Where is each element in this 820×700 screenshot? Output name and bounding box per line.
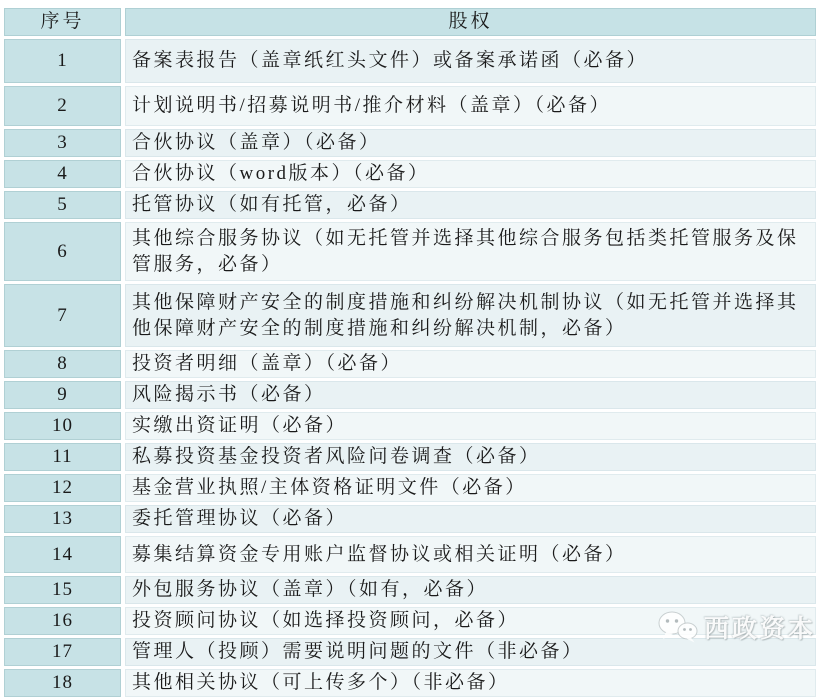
row-index: 9	[4, 381, 121, 409]
table-row	[4, 412, 816, 440]
row-index: 17	[4, 638, 121, 666]
row-document-name: 合伙协议（盖章）（必备）	[125, 129, 816, 157]
row-index: 14	[4, 536, 121, 573]
table-row	[4, 505, 816, 533]
table-row	[4, 129, 816, 157]
table-row	[4, 222, 816, 281]
table-row	[4, 669, 816, 697]
row-document-name: 基金营业执照/主体资格证明文件（必备）	[125, 474, 816, 502]
row-document-name: 投资顾问协议（如选择投资顾问，必备）	[125, 607, 816, 635]
row-index: 4	[4, 160, 121, 188]
row-document-name: 备案表报告（盖章纸红头文件）或备案承诺函（必备）	[125, 39, 816, 83]
table-header-row	[4, 8, 816, 36]
row-index: 2	[4, 86, 121, 126]
row-document-name: 实缴出资证明（必备）	[125, 412, 816, 440]
row-index: 3	[4, 129, 121, 157]
table-row	[4, 474, 816, 502]
table-row	[4, 160, 816, 188]
row-document-name: 外包服务协议（盖章）（如有，必备）	[125, 576, 816, 604]
table-row	[4, 443, 816, 471]
row-index: 10	[4, 412, 121, 440]
table-row	[4, 381, 816, 409]
table-row	[4, 576, 816, 604]
filing-documents-table	[0, 5, 820, 700]
row-index: 7	[4, 284, 121, 347]
row-index: 15	[4, 576, 121, 604]
table-row	[4, 39, 816, 83]
row-index: 13	[4, 505, 121, 533]
row-index: 1	[4, 39, 121, 83]
row-document-name: 管理人（投顾）需要说明问题的文件（非必备）	[125, 638, 816, 666]
table-row	[4, 536, 816, 573]
row-index: 12	[4, 474, 121, 502]
row-document-name: 其他综合服务协议（如无托管并选择其他综合服务包括类托管服务及保管服务，必备）	[125, 222, 816, 281]
row-index: 18	[4, 669, 121, 697]
article-table-page	[0, 5, 820, 693]
row-index: 5	[4, 191, 121, 219]
row-document-name: 投资者明细（盖章）（必备）	[125, 350, 816, 378]
row-document-name: 计划说明书/招募说明书/推介材料（盖章）（必备）	[125, 86, 816, 126]
table-row	[4, 86, 816, 126]
table-row	[4, 350, 816, 378]
table-row	[4, 191, 816, 219]
row-document-name: 募集结算资金专用账户监督协议或相关证明（必备）	[125, 536, 816, 573]
row-document-name: 托管协议（如有托管，必备）	[125, 191, 816, 219]
row-document-name: 其他保障财产安全的制度措施和纠纷解决机制协议（如无托管并选择其他保障财产安全的制度措施和纠纷解决机制，必备）	[125, 284, 816, 347]
row-index: 11	[4, 443, 121, 471]
watermark-text: 西政资本	[703, 615, 816, 643]
table-row	[4, 284, 816, 347]
row-index: 16	[4, 607, 121, 635]
column-header-index: 序号	[4, 8, 121, 36]
row-document-name: 私募投资基金投资者风险问卷调查（必备）	[125, 443, 816, 471]
row-document-name: 委托管理协议（必备）	[125, 505, 816, 533]
row-index: 8	[4, 350, 121, 378]
row-index: 6	[4, 222, 121, 281]
table-row	[4, 607, 816, 635]
row-document-name: 风险揭示书（必备）	[125, 381, 816, 409]
row-document-name: 合伙协议（word版本）（必备）	[125, 160, 816, 188]
table-row	[4, 638, 816, 666]
column-header-equity: 股权	[125, 8, 816, 36]
row-document-name: 其他相关协议（可上传多个）（非必备）	[125, 669, 816, 697]
